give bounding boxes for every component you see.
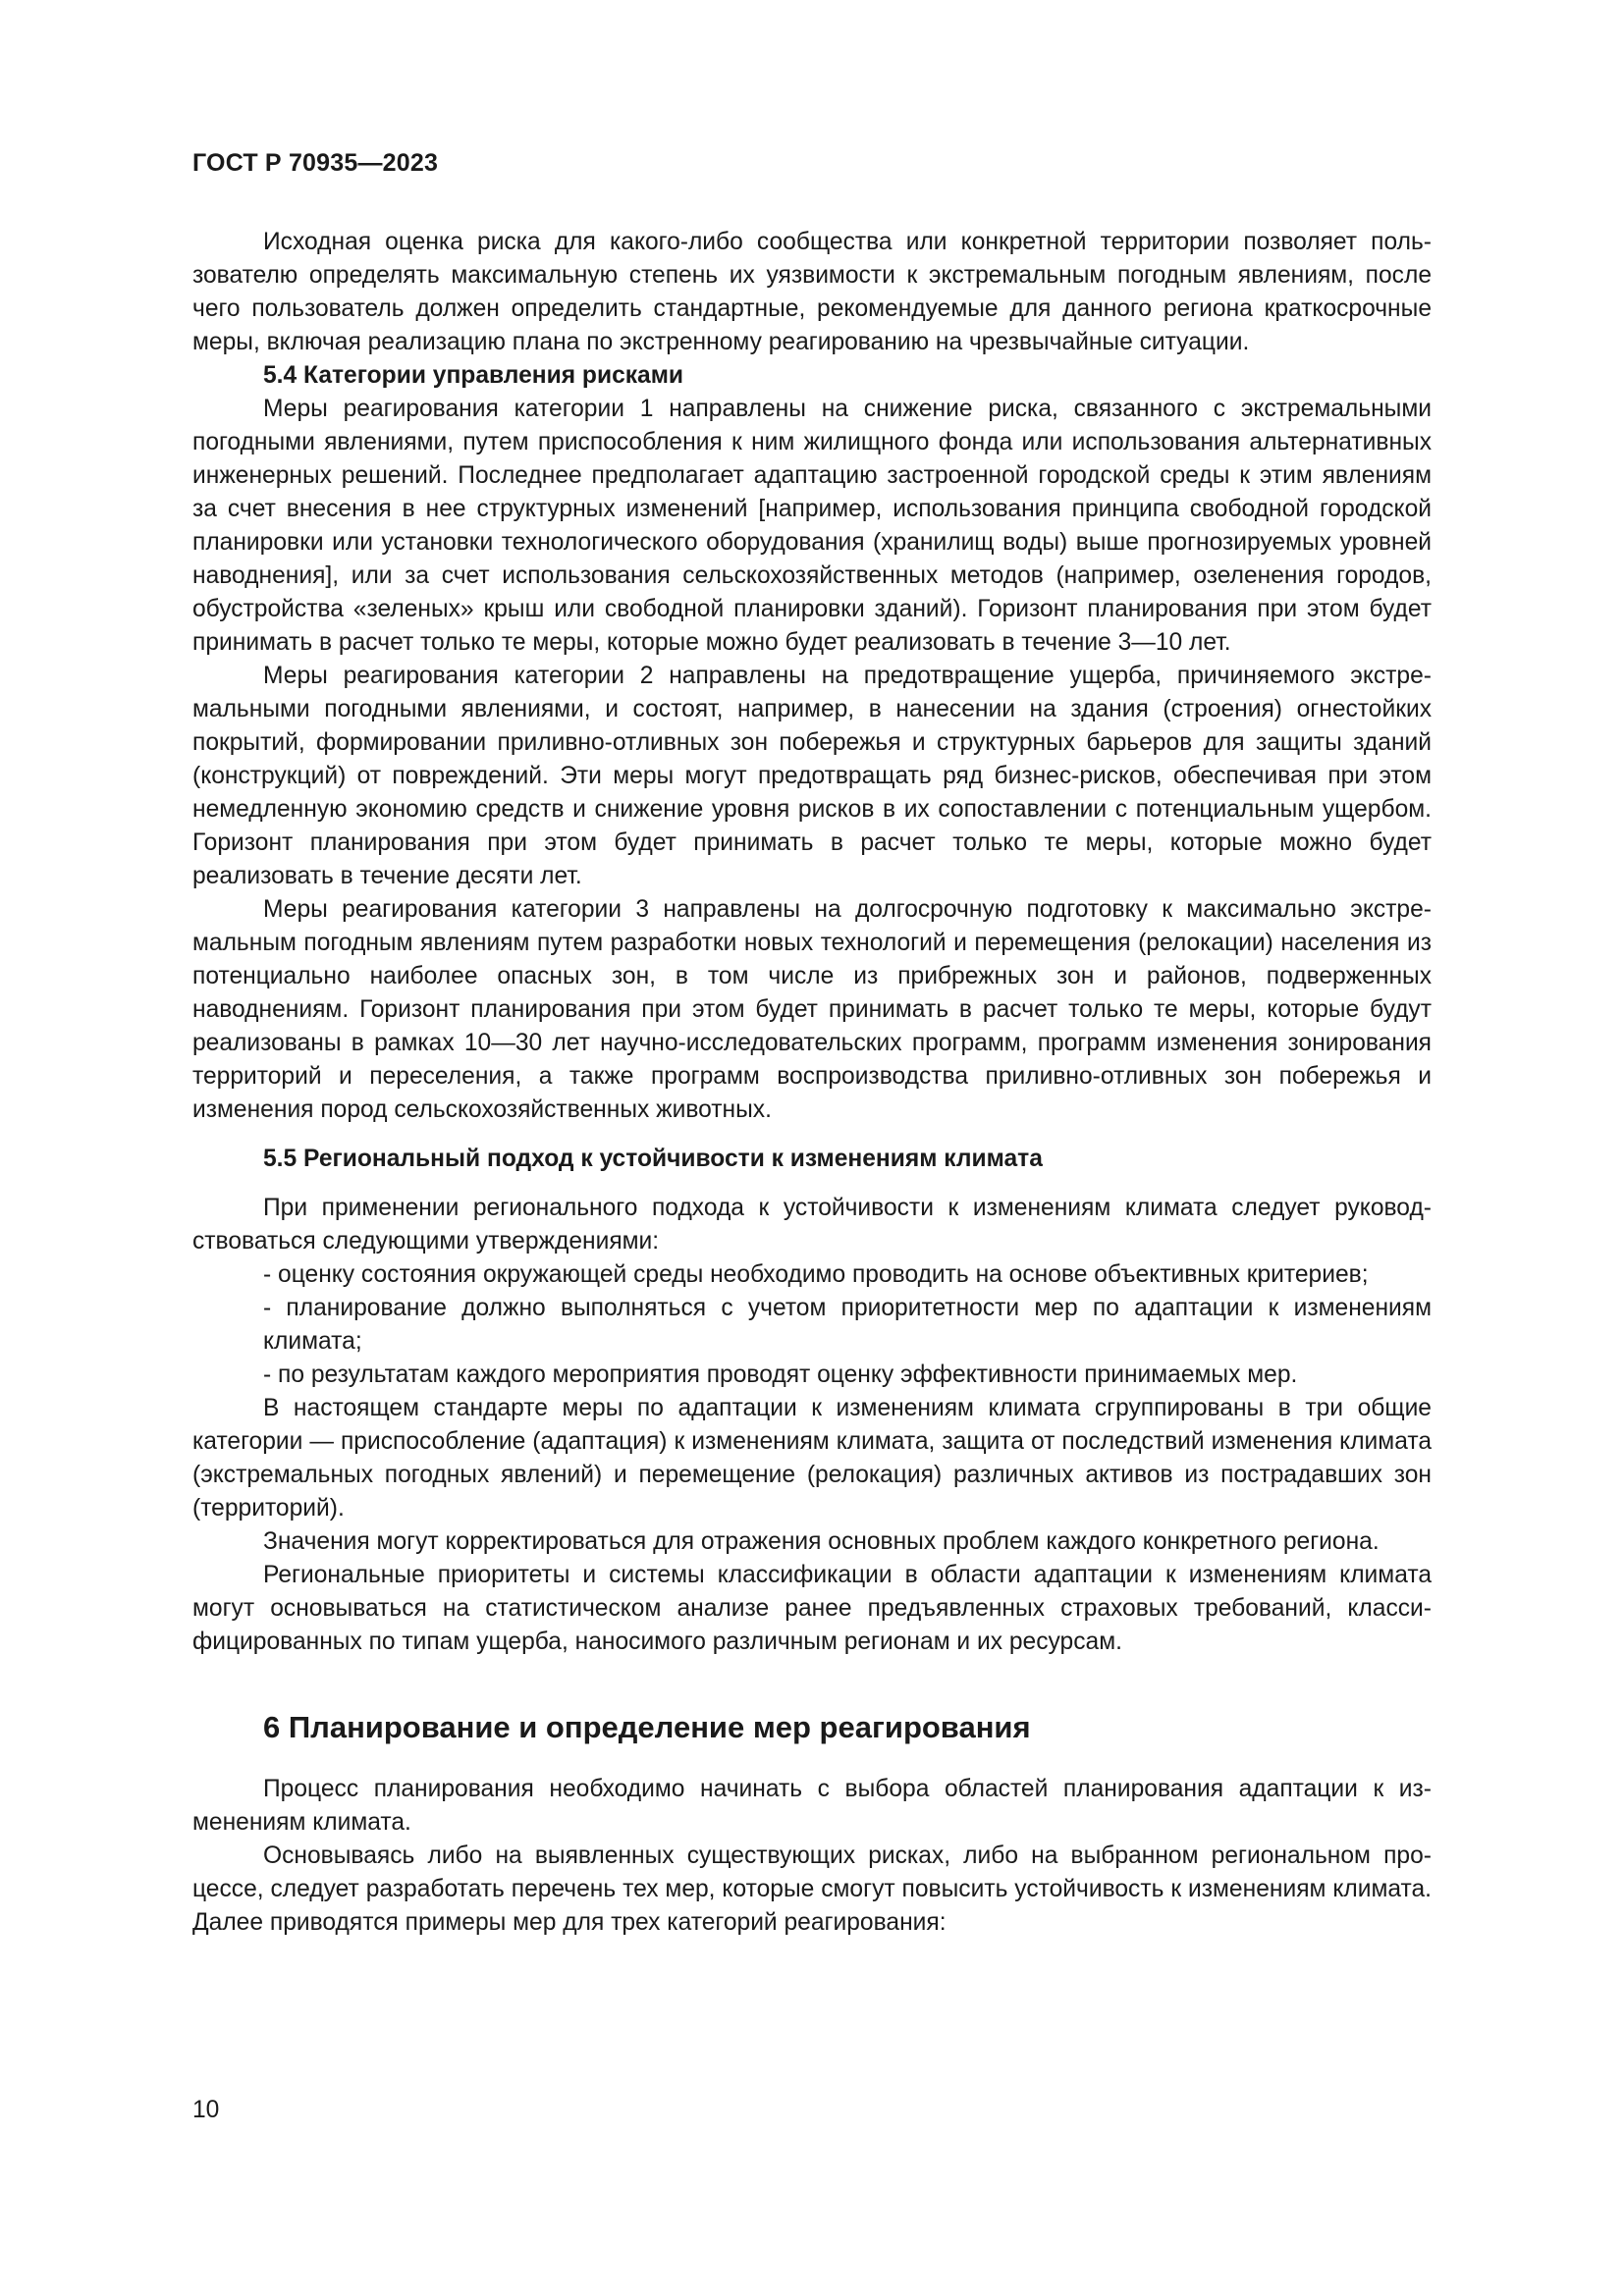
- document-code-header: ГОСТ Р 70935—2023: [192, 149, 439, 177]
- section-5-4-paragraph-2: Меры реагирования категории 2 направлены на предотвращение ущерба, причиняемого экстремальными погодными явлениями, и состоят, например, в нанесении на здания (строения) огнестойких покрытий, формировании приливно-отливных зон побережья и структурных барьеров для защиты зданий (конструкций) от повреждений. Эти меры могут предотвращать ряд бизнес-рисков, обеспечивая при этом немедленную экономию средств и снижение уровня рисков в их сопоставлении с потенциальным ущербом. Горизонт планирования при этом будет принимать в расчет только те меры, которые можно будет реализовать в течение десяти лет.: [192, 663, 1432, 889]
- section-5-4-paragraph-1: Меры реагирования категории 1 направлены на снижение риска, связанного с экстремальными погодными явлениями, путем приспособления к ним жилищного фонда или использования альтернативных инженерных решений. Последнее предполагает адаптацию застроенной городской среды к этим явлениям за счет внесения в нее структурных изменений [например, использования принципа свободной городской планировки или установки технологического оборудования (хранилищ воды) выше прогнозируемых уровней наводнения], или за счет использования сельскохозяйственных методов (например, озеленения городов, обустройства «зеленых» крыш или свободной планировки зданий). Горизонт планирования при этом будет принимать в расчет только те меры, которые можно будет реализовать в течение 3—10 лет.: [192, 396, 1432, 656]
- list-item: - планирование должно выполняться с учетом приоритетности мер по адаптации к изменениям климата;: [263, 1295, 1432, 1355]
- section-6-paragraph-2: Основываясь либо на выявленных существующих рисках, либо на выбранном региональном процессе, следует разработать перечень тех мер, которые смогут повысить устойчивость к изменениям климата. Далее приводятся примеры мер для трех категорий реагирования:: [192, 1842, 1432, 1936]
- section-5-5-heading: 5.5 Региональный подход к устойчивости к изменениям климата: [263, 1146, 1043, 1172]
- section-5-5-paragraph-2: В настоящем стандарте меры по адаптации к изменениям климата сгруппированы в три общие категории — приспособление (адаптация) к изменениям климата, защита от последствий изменения климата (экстремальных погодных явлений) и перемещение (релокация) различных активов из пострадавших зон (территорий).: [192, 1395, 1432, 1522]
- section-5-5-paragraph-4: Региональные приоритеты и системы классификации в области адаптации к изменениям климата могут основываться на статистическом анализе ранее предъявленных страховых требований, классифицированных по типам ущерба, наносимого различным регионам и их ресурсам.: [192, 1562, 1432, 1655]
- page-number: 10: [192, 2097, 220, 2123]
- list-item: - по результатам каждого мероприятия проводят оценку эффективности принимаемых мер.: [263, 1362, 1298, 1388]
- section-5-4-heading: 5.4 Категории управления рисками: [263, 362, 684, 389]
- section-5-4-paragraph-3: Меры реагирования категории 3 направлены на долгосрочную подготовку к максимально экстремальным погодным явлениям путем разработки новых технологий и перемещения (релокации) населения из потенциально наиболее опасных зон, в том числе из прибрежных зон и районов, подверженных наводнениям. Горизонт планирования при этом будет принимать в расчет только те меры, которые будут реализованы в рамках 10—30 лет научно-исследовательских программ, программ изменения зонирования территорий и переселения, а также программ воспроизводства приливно-отливных зон побережья и изменения пород сельскохозяйственных животных.: [192, 896, 1432, 1123]
- section-5-5-paragraph-3: Значения могут корректироваться для отражения основных проблем каждого конкретного региона.: [263, 1528, 1380, 1555]
- list-item: - оценку состояния окружающей среды необходимо проводить на основе объективных критериев;: [263, 1261, 1369, 1288]
- page-content: [192, 226, 1432, 1940]
- section-5-5-paragraph-1: При применении регионального подхода к устойчивости к изменениям климата следует руководствоваться следующими утверждениями:: [192, 1195, 1432, 1255]
- section-6-paragraph-1: Процесс планирования необходимо начинать с выбора областей планирования адаптации к изменениям климата.: [192, 1776, 1432, 1836]
- section-6-heading: 6 Планирование и определение мер реагирования: [263, 1710, 1031, 1744]
- intro-paragraph: Исходная оценка риска для какого-либо сообщества или конкретной территории позволяет пользователю определять максимальную степень их уязвимости к экстремальным погодным явлениям, после чего пользователь должен определить стандартные, рекомендуемые для данного региона краткосрочные меры, включая реализацию плана по экстренному реагированию на чрезвычайные ситуации.: [192, 229, 1432, 355]
